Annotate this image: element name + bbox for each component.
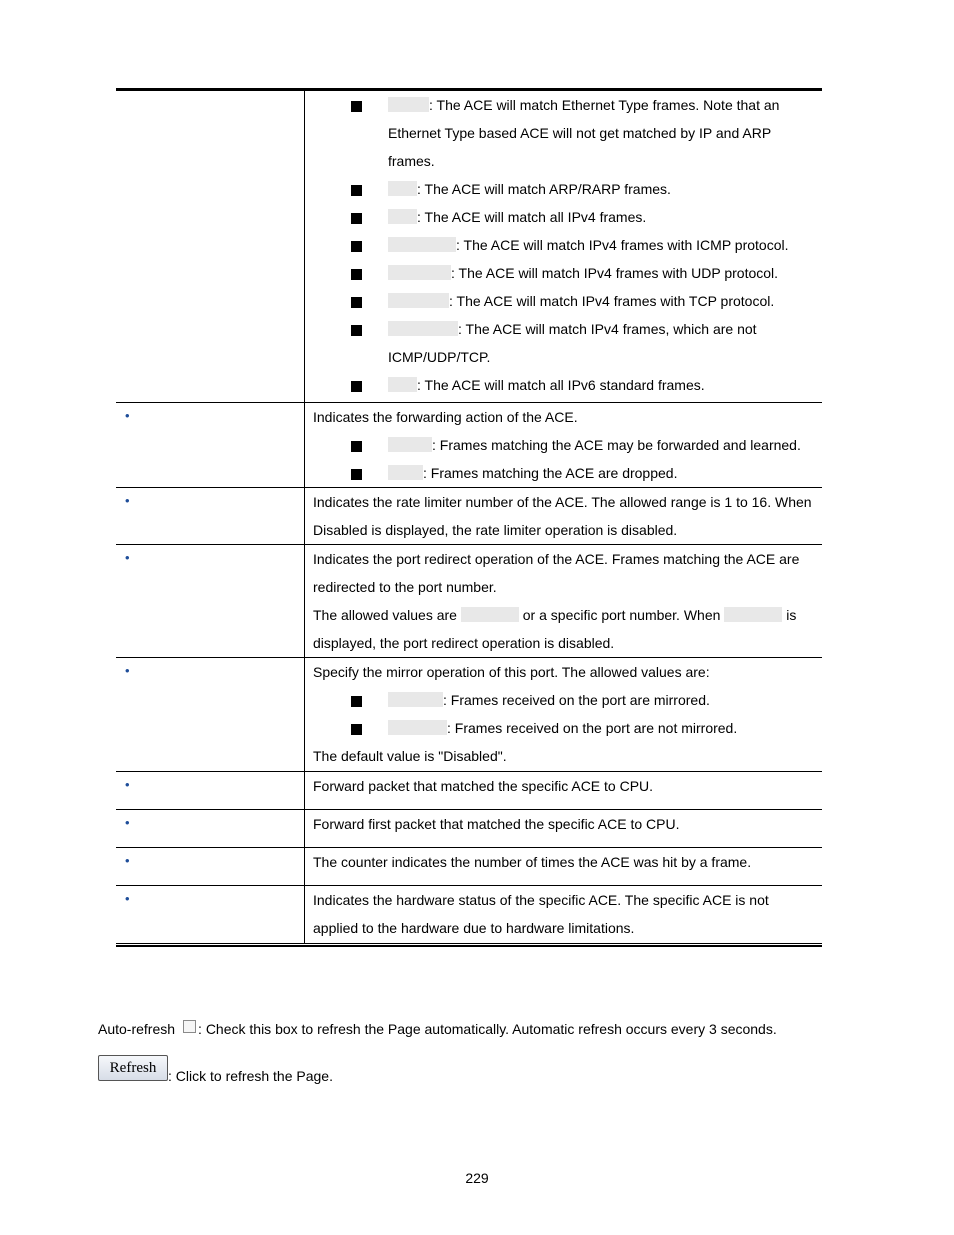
item-text: : The ACE will match all IPv4 frames. <box>417 209 647 225</box>
parameter-description-cell <box>305 658 822 771</box>
value-placeholder <box>388 293 449 308</box>
parameter-description-cell <box>305 91 822 402</box>
value-placeholder <box>388 437 432 452</box>
description-text: Indicates the rate limiter number of the ACE. The allowed range is 1 to 16. When <box>313 494 812 510</box>
parameter-description-cell <box>305 810 822 847</box>
description-text: displayed, the port redirect operation is disabled. <box>313 635 615 651</box>
table-row-port-redirect <box>116 545 822 658</box>
allowed-mid: or a specific port number. When <box>522 607 721 623</box>
parameter-description-cell <box>305 886 822 943</box>
parameter-name-cell <box>116 886 305 943</box>
list-item-enabled <box>313 686 818 714</box>
square-bullet-icon <box>351 297 362 308</box>
list-item-ipv4-udp <box>313 259 818 287</box>
parameter-name-cell <box>116 403 305 487</box>
square-bullet-icon <box>351 241 362 252</box>
bullet-icon: • <box>125 891 130 906</box>
square-bullet-icon <box>351 441 362 452</box>
square-bullet-icon <box>351 696 362 707</box>
parameter-description-cell <box>305 488 822 544</box>
list-item-ipv6 <box>313 371 818 399</box>
item-text: : Frames matching the ACE are dropped. <box>423 465 678 481</box>
parameter-description-cell <box>305 772 822 809</box>
auto-refresh-label: Auto-refresh <box>98 1021 176 1037</box>
item-text-continued: Ethernet Type based ACE will not get matched by IP and ARP <box>388 125 772 141</box>
item-text-continued: frames. <box>388 153 435 169</box>
description-text: Indicates the port redirect operation of the ACE. Frames matching the ACE are <box>313 551 800 567</box>
bullet-icon: • <box>125 550 130 565</box>
square-bullet-icon <box>351 101 362 112</box>
value-placeholder <box>388 692 443 707</box>
bullet-icon: • <box>125 777 130 792</box>
square-bullet-icon <box>351 724 362 735</box>
table-row-counter <box>116 848 822 886</box>
item-text: : The ACE will match IPv4 frames with ICMP protocol. <box>456 237 789 253</box>
square-bullet-icon <box>351 381 362 392</box>
bullet-icon: • <box>125 815 130 830</box>
page-number: 229 <box>465 1170 489 1186</box>
list-item-arp <box>313 175 818 203</box>
value-placeholder <box>388 377 417 392</box>
description-text: Forward first packet that matched the specific ACE to CPU. <box>313 816 680 832</box>
list-item-ipv4-other <box>313 315 818 343</box>
allowed-suffix: is <box>786 607 797 623</box>
parameter-name-cell <box>116 545 305 657</box>
table-bottom-rule <box>116 943 822 947</box>
bullet-icon: • <box>125 408 130 423</box>
value-placeholder <box>388 181 417 196</box>
parameter-name-cell <box>116 488 305 544</box>
description-text: Disabled is displayed, the rate limiter operation is disabled. <box>313 522 678 538</box>
description-text: Indicates the forwarding action of the ACE. <box>313 409 578 425</box>
item-text: : The ACE will match IPv4 frames with TCP protocol. <box>449 293 775 309</box>
parameter-table <box>116 88 822 947</box>
description-text: Specify the mirror operation of this port. The allowed values are: <box>313 664 710 680</box>
parameter-name-cell <box>116 91 305 402</box>
value-placeholder <box>388 97 429 112</box>
list-item-deny <box>313 459 818 487</box>
value-placeholder <box>388 465 423 480</box>
item-text: : The ACE will match ARP/RARP frames. <box>417 181 671 197</box>
value-placeholder <box>724 607 782 622</box>
description-text-allowed <box>313 601 818 629</box>
table-row-action <box>116 403 822 488</box>
parameter-name-cell <box>116 658 305 771</box>
auto-refresh-description: : Check this box to refresh the Page automatically. Automatic refresh occurs every 3 seconds. <box>198 1021 777 1037</box>
allowed-prefix: The allowed values are <box>313 607 457 623</box>
bullet-icon: • <box>125 663 130 678</box>
table-row-cpu <box>116 772 822 810</box>
value-placeholder <box>388 209 417 224</box>
square-bullet-icon <box>351 469 362 480</box>
square-bullet-icon <box>351 325 362 336</box>
item-text-continued: ICMP/UDP/TCP. <box>388 349 491 365</box>
list-item-permit <box>313 431 818 459</box>
parameter-name-cell <box>116 772 305 809</box>
description-text: applied to the hardware due to hardware limitations. <box>313 920 635 936</box>
table-row-frame-type <box>116 91 822 403</box>
value-placeholder <box>388 321 458 336</box>
item-text: : The ACE will match IPv4 frames with UDP protocol. <box>451 265 779 281</box>
table-row-mirror <box>116 658 822 772</box>
table-row-cpu-once <box>116 810 822 848</box>
parameter-description-cell <box>305 403 822 487</box>
list-item-ipv4-tcp <box>313 287 818 315</box>
auto-refresh-checkbox[interactable] <box>183 1020 196 1033</box>
description-text: redirected to the port number. <box>313 579 497 595</box>
item-text: : The ACE will match all IPv6 standard frames. <box>417 377 705 393</box>
list-item-ipv4 <box>313 203 818 231</box>
item-text: : Frames matching the ACE may be forwarded and learned. <box>432 437 801 453</box>
list-item-disabled <box>313 714 818 742</box>
description-text: Forward packet that matched the specific ACE to CPU. <box>313 778 654 794</box>
item-text: : The ACE will match IPv4 frames, which are not <box>458 321 757 337</box>
list-item-ethernet-type <box>313 91 818 119</box>
value-placeholder <box>388 720 447 735</box>
refresh-button[interactable]: Refresh <box>98 1055 168 1081</box>
parameter-description-cell <box>305 848 822 885</box>
item-text: : Frames received on the port are mirrored. <box>443 692 710 708</box>
list-item-ipv4-icmp <box>313 231 818 259</box>
description-text: The counter indicates the number of times the ACE was hit by a frame. <box>313 854 752 870</box>
bullet-icon: • <box>125 493 130 508</box>
description-text: Indicates the hardware status of the specific ACE. The specific ACE is not <box>313 892 769 908</box>
square-bullet-icon <box>351 213 362 224</box>
value-placeholder <box>461 607 519 622</box>
table-row-conflict <box>116 886 822 943</box>
parameter-name-cell <box>116 848 305 885</box>
parameter-name-cell <box>116 810 305 847</box>
square-bullet-icon <box>351 185 362 196</box>
value-placeholder <box>388 237 456 252</box>
description-text: The default value is "Disabled". <box>313 748 507 764</box>
auto-refresh-paragraph <box>98 1020 777 1037</box>
parameter-description-cell <box>305 545 822 657</box>
value-placeholder <box>388 265 451 280</box>
item-text: : The ACE will match Ethernet Type frames. Note that an <box>429 97 780 113</box>
bullet-icon: • <box>125 853 130 868</box>
item-text: : Frames received on the port are not mirrored. <box>447 720 738 736</box>
table-row-rate-limiter <box>116 488 822 545</box>
square-bullet-icon <box>351 269 362 280</box>
refresh-description: : Click to refresh the Page. <box>168 1068 333 1084</box>
